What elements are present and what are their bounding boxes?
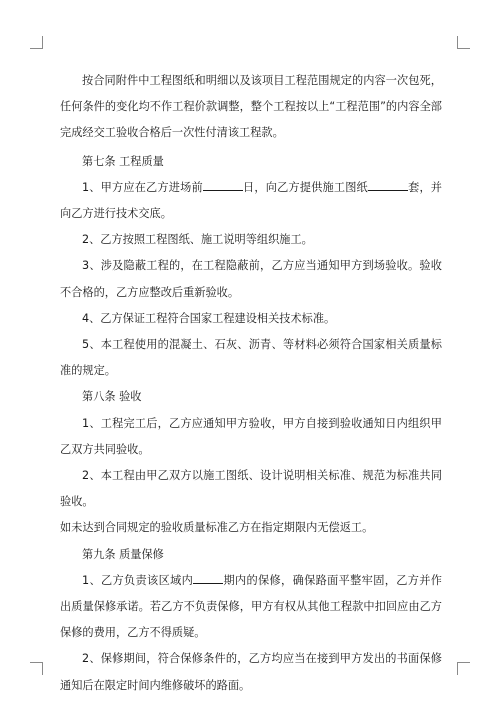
article-9-item-1-part-a: 1、乙方负责该区域内 <box>82 573 194 587</box>
crop-mark-bottom-left <box>30 662 43 675</box>
document-body <box>60 68 442 699</box>
article-7-item-1-part-b: 日，向乙方提供施工图纸 <box>242 180 368 194</box>
article-7-item-2: 2、乙方按照工程图纸、施工说明等组织施工。 <box>82 233 313 247</box>
article-7-item-3: 3、涉及隐蔽工程的，在工程隐蔽前，乙方应当通知甲方到场验收。验收不合格的，乙方应整改后重新验收。 <box>60 259 442 299</box>
article-9-heading: 第九条 质量保修 <box>82 547 164 561</box>
crop-mark-bottom-right <box>457 662 470 675</box>
article-8-item-2-continued: 如未达到合同规定的验收质量标准乙方在指定期限内无偿返工。 <box>60 521 374 535</box>
article-8-item-1: 1、工程完工后，乙方应通知甲方验收，甲方自接到验收通知日内组织甲乙双方共同验收。 <box>60 416 442 456</box>
article-7-item-1-part-c: 套，并向乙方进行技术交底。 <box>60 180 442 221</box>
article-7-item-1 <box>60 175 442 227</box>
article-9-item-1-part-b: 期内的保修，确保路面平整牢固，乙方并作出质量保修承诺。若乙方不负责保修，甲方有权从其他工程款中扣回应由乙方保修的费用，乙方不得质疑。 <box>60 573 442 640</box>
article-8-heading: 第八条 验收 <box>82 390 142 404</box>
blank-period <box>193 572 223 584</box>
article-8-item-2: 2、本工程由甲乙双方以施工图纸、设计说明相关标准、规范为标准共同验收。 <box>60 469 442 509</box>
article-7-item-5: 5、本工程使用的混凝土、石灰、沥青、等材料必须符合国家相关质量标准的规定。 <box>60 338 442 378</box>
blank-sets <box>368 179 408 191</box>
crop-mark-top-right <box>457 36 470 49</box>
article-9-item-1 <box>60 568 442 647</box>
crop-mark-top-left <box>30 36 43 49</box>
article-7-item-1-part-a: 1、甲方应在乙方进场前 <box>82 180 203 194</box>
paragraph-payment: 按合同附件中工程图纸和明细以及该项目工程范围规定的内容一次包死，任何条件的变化均不作工程价款调整，整个工程按以上“工程范围”的内容全部完成经交工验收合格后一次性付清该工程款。 <box>60 74 442 140</box>
article-9-item-2: 2、保修期间，符合保修条件的，乙方均应当在接到甲方发出的书面保修通知后在限定时间内维修破坏的路面。 <box>60 652 442 692</box>
article-7-item-4: 4、乙方保证工程符合国家工程建设相关技术标准。 <box>82 311 336 325</box>
blank-days <box>203 179 243 191</box>
article-7-heading: 第七条 工程质量 <box>82 154 164 168</box>
